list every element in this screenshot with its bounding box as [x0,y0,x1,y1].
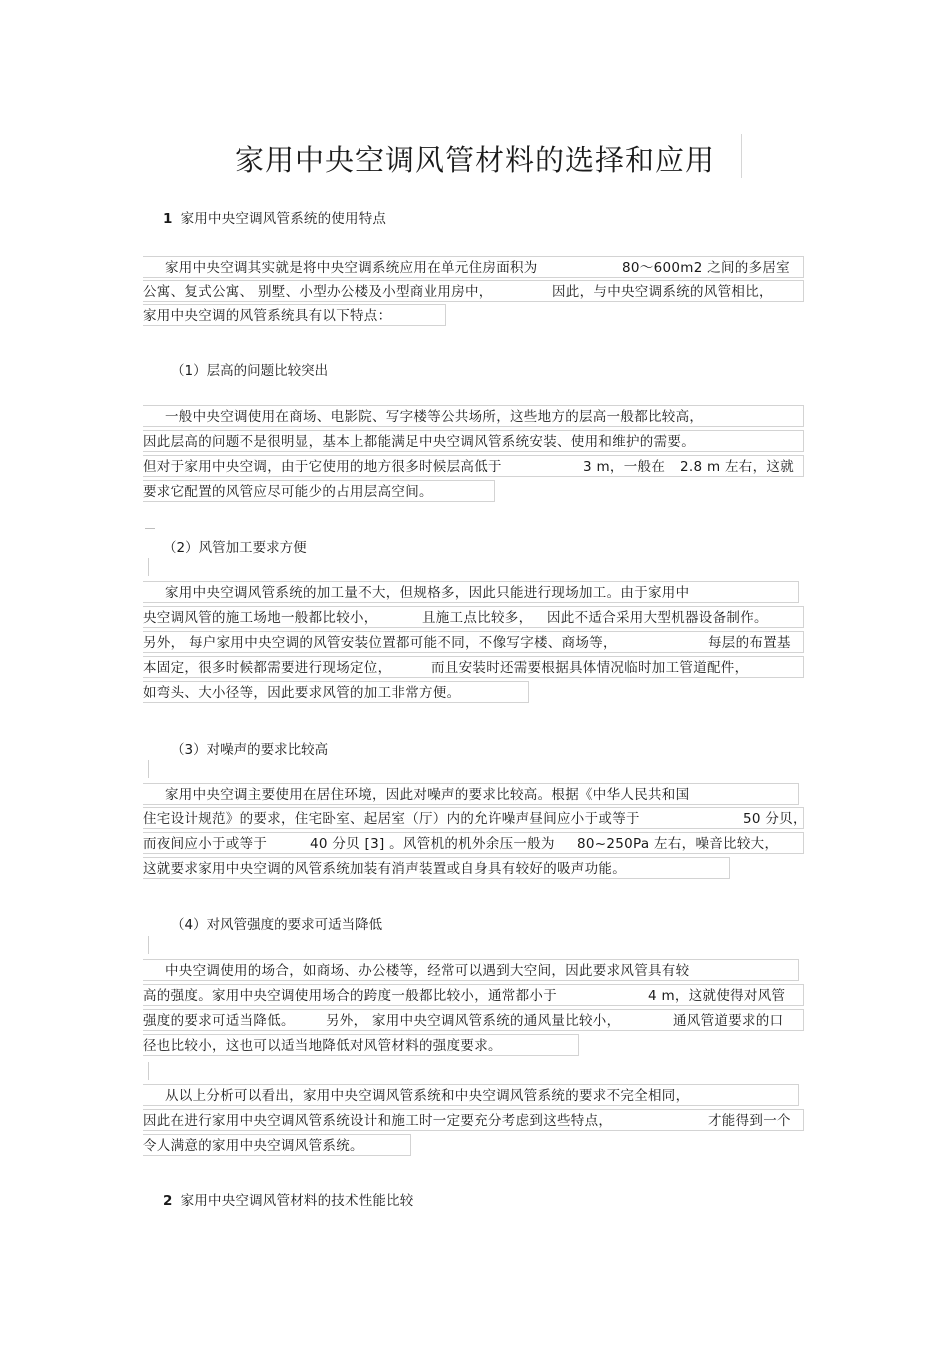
margin-mark [148,936,149,954]
p1-line-4: 要求它配置的风管应尽可能少的占用层高空间。 [143,480,495,502]
subsection-3-heading: （3）对噪声的要求比较高 [171,742,329,758]
subsection-4-heading: （4）对风管强度的要求可适当降低 [171,917,383,933]
p4-line-1: 中央空调使用的场合，如商场、办公楼等，经常可以遇到大空间，因此要求风管具有较 [143,959,799,981]
p3-line-4: 这就要求家用中央空调的风管系统加装有消声装置或自身具有较好的吸声功能。 [143,857,730,879]
margin-mark [148,1062,149,1080]
p1-line-2: 因此层高的问题不是很明显，基本上都能满足中央空调风管系统安装、使用和维护的需要。 [143,430,804,452]
intro-line-1: 家用中央空调其实就是将中央空调系统应用在单元住房面积为 80～600m2 之间的多居室 [143,256,804,278]
separator-mark [145,528,155,529]
document-title: 家用中央空调风管材料的选择和应用 [234,143,715,177]
p2-line-3: 另外， 每户家用中央空调的风管安装位置都可能不同，不像写字楼、商场等， 每层的布置基 [143,631,804,653]
summary-line-1: 从以上分析可以看出，家用中央空调风管系统和中央空调风管系统的要求不完全相同， [143,1084,799,1106]
p2-line-4: 本固定，很多时候都需要进行现场定位， 而且安装时还需要根据具体情况临时加工管道配件， [143,656,804,678]
section-1-title: 家用中央空调风管系统的使用特点 [180,211,387,227]
summary-line-2: 因此在进行家用中央空调风管系统设计和施工时一定要充分考虑到这些特点， 才能得到一个 [143,1109,804,1131]
section-2-heading [163,1189,414,1209]
subsection-2-heading: （2）风管加工要求方便 [163,540,307,556]
subsection-1-heading: （1）层高的问题比较突出 [171,363,329,379]
p1-line-1: 一般中央空调使用在商场、电影院、写字楼等公共场所，这些地方的层高一般都比较高， [143,405,804,427]
p3-line-1: 家用中央空调主要使用在居住环境，因此对噪声的要求比较高。根据《中华人民共和国 [143,783,799,805]
p1-line-3: 但对于家用中央空调，由于它使用的地方很多时候层高低于 3 m，一般在 2.8 m 左右，这就 [143,455,804,477]
section-1-number: 1 [163,211,173,227]
p2-line-5: 如弯头、大小径等，因此要求风管的加工非常方便。 [143,681,529,703]
section-2-title: 家用中央空调风管材料的技术性能比较 [180,1193,414,1209]
margin-mark [148,760,149,778]
section-2-number: 2 [163,1193,173,1209]
p2-line-2: 央空调风管的施工场地一般都比较小， 且施工点比较多， 因此不适合采用大型机器设备制作。 [143,606,804,628]
summary-line-3: 令人满意的家用中央空调风管系统。 [143,1134,411,1156]
title-divider [741,134,742,178]
margin-mark [148,558,149,576]
intro-line-3: 家用中央空调的风管系统具有以下特点： [143,304,446,326]
p4-line-3: 强度的要求可适当降低。 另外， 家用中央空调风管系统的通风量比较小， 通风管道要求的口 [143,1009,804,1031]
p4-line-4: 径也比较小，这也可以适当地降低对风管材料的强度要求。 [143,1034,579,1056]
p3-line-2: 住宅设计规范》的要求，住宅卧室、起居室（厅）内的允许噪声昼间应小于或等于 50 分贝， [143,807,804,829]
section-1-heading [163,207,386,227]
p4-line-2: 高的强度。家用中央空调使用场合的跨度一般都比较小，通常都小于 4 m，这就使得对风管 [143,984,804,1006]
intro-line-2: 公寓、复式公寓、 别墅、小型办公楼及小型商业用房中， 因此，与中央空调系统的风管相比， [143,280,804,302]
p2-line-1: 家用中央空调风管系统的加工量不大，但规格多，因此只能进行现场加工。由于家用中 [143,581,799,603]
p3-line-3: 而夜间应小于或等于 40 分贝 [3] 。风管机的机外余压一般为 80~250Pa 左右，噪音比较大， [143,832,804,854]
